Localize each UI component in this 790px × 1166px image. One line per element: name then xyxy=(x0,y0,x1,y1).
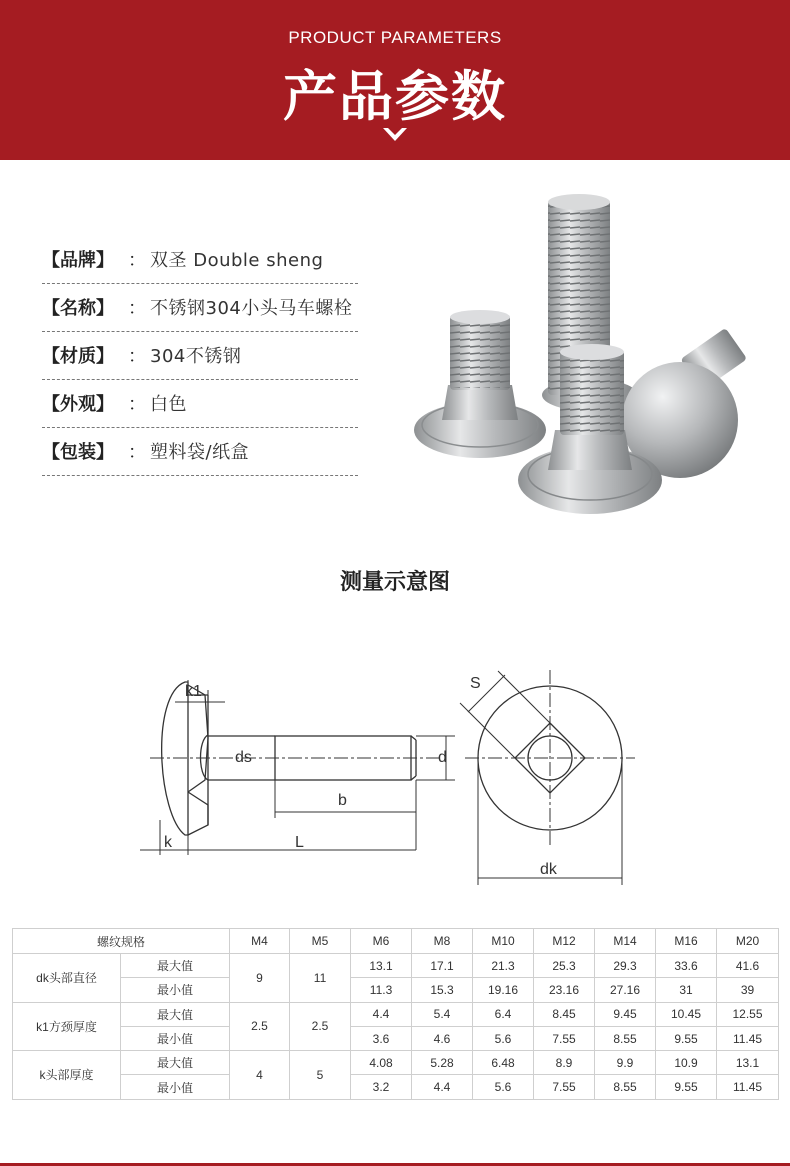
row-label: 最大值 xyxy=(121,954,230,978)
product-photo xyxy=(400,180,760,530)
table-cell: 21.3 xyxy=(473,954,534,978)
table-cell: 7.55 xyxy=(534,1075,595,1099)
table-cell: 9 xyxy=(230,954,290,1003)
table-cell: 39 xyxy=(717,978,779,1002)
table-header-cell: 螺纹规格 xyxy=(13,929,230,954)
chevron-down-icon xyxy=(383,128,407,141)
measurement-diagram xyxy=(130,640,650,890)
table-cell: 29.3 xyxy=(595,954,656,978)
label-k: k xyxy=(164,834,172,851)
table-cell: 4.4 xyxy=(351,1002,412,1026)
table-row xyxy=(13,1026,779,1050)
table-cell: 12.55 xyxy=(717,1002,779,1026)
bolt-neck xyxy=(442,385,518,420)
table-row xyxy=(13,1075,779,1099)
table-cell: 8.55 xyxy=(595,1026,656,1050)
table-cell: 25.3 xyxy=(534,954,595,978)
table-cell: 9.9 xyxy=(595,1051,656,1075)
attribute-row xyxy=(42,428,358,476)
table-cell: 17.1 xyxy=(412,954,473,978)
attribute-colon: ： xyxy=(128,394,146,415)
row-label: 最大值 xyxy=(121,1002,230,1026)
table-cell: 11.45 xyxy=(717,1075,779,1099)
header-subtitle: PRODUCT PARAMETERS xyxy=(288,28,502,47)
row-label: 最大值 xyxy=(121,1051,230,1075)
table-cell: 8.9 xyxy=(534,1051,595,1075)
label-d: d xyxy=(438,749,447,766)
bolt-neck xyxy=(548,430,632,470)
attribute-value: 双圣 Double sheng xyxy=(150,250,324,271)
row-label: 最小值 xyxy=(121,978,230,1002)
table-cell: 7.55 xyxy=(534,1026,595,1050)
table-cell: 31 xyxy=(656,978,717,1002)
label-dk: dk xyxy=(540,861,557,878)
table-cell: 33.6 xyxy=(656,954,717,978)
table-cell: 9.55 xyxy=(656,1075,717,1099)
header-title: 产品参数 xyxy=(283,65,507,128)
table-cell: 4.4 xyxy=(412,1075,473,1099)
table-header-cell: M20 xyxy=(717,929,779,954)
row-label: 最小值 xyxy=(121,1026,230,1050)
diagram-title: 测量示意图 xyxy=(339,570,450,595)
table-cell: 11.45 xyxy=(717,1026,779,1050)
table-cell: 5.4 xyxy=(412,1002,473,1026)
attribute-list xyxy=(42,236,358,476)
table-cell: 5.6 xyxy=(473,1026,534,1050)
attribute-row xyxy=(42,380,358,428)
table-cell: 9.45 xyxy=(595,1002,656,1026)
table-cell: 4 xyxy=(230,1051,290,1100)
param-name: k1方颈厚度 xyxy=(13,1002,121,1051)
attribute-row xyxy=(42,284,358,332)
table-row xyxy=(13,954,779,978)
attribute-label: 【外观】 xyxy=(42,394,114,415)
attribute-colon: ： xyxy=(128,298,146,319)
table-cell: 3.6 xyxy=(351,1026,412,1050)
table-header-cell: M12 xyxy=(534,929,595,954)
label-b: b xyxy=(338,792,347,809)
table-cell: 11 xyxy=(290,954,351,1003)
bolt-thread xyxy=(560,356,624,434)
attribute-value: 白色 xyxy=(150,394,187,415)
table-cell: 6.48 xyxy=(473,1051,534,1075)
table-header-row xyxy=(13,929,779,954)
attribute-row xyxy=(42,236,358,284)
table-cell: 6.4 xyxy=(473,1002,534,1026)
table-row xyxy=(13,978,779,1002)
param-name: k头部厚度 xyxy=(13,1051,121,1100)
table-cell: 2.5 xyxy=(290,1002,351,1051)
table-header-cell: M4 xyxy=(230,929,290,954)
table-cell: 5.28 xyxy=(412,1051,473,1075)
label-k1: k1 xyxy=(185,683,202,700)
table-header-cell: M5 xyxy=(290,929,351,954)
table-cell: 5.6 xyxy=(473,1075,534,1099)
table-cell: 27.16 xyxy=(595,978,656,1002)
table-cell: 8.45 xyxy=(534,1002,595,1026)
table-cell: 4.08 xyxy=(351,1051,412,1075)
attribute-value: 不锈钢304小头马车螺栓 xyxy=(150,298,353,319)
param-name: dk头部直径 xyxy=(13,954,121,1003)
label-L: L xyxy=(295,834,304,851)
table-cell: 5 xyxy=(290,1051,351,1100)
table-cell: 13.1 xyxy=(351,954,412,978)
table-cell: 23.16 xyxy=(534,978,595,1002)
label-ds: ds xyxy=(235,749,252,766)
attribute-row xyxy=(42,332,358,380)
attribute-colon: ： xyxy=(128,442,146,463)
table-header-cell: M6 xyxy=(351,929,412,954)
attribute-label: 【包装】 xyxy=(42,442,114,463)
table-row xyxy=(13,1051,779,1075)
spec-table xyxy=(12,928,779,1100)
table-cell: 41.6 xyxy=(717,954,779,978)
attribute-value: 304不锈钢 xyxy=(150,346,242,367)
attribute-label: 【品牌】 xyxy=(42,250,114,271)
table-row xyxy=(13,1002,779,1026)
table-cell: 13.1 xyxy=(717,1051,779,1075)
label-S: S xyxy=(470,675,481,692)
table-cell: 10.9 xyxy=(656,1051,717,1075)
table-cell: 19.16 xyxy=(473,978,534,1002)
table-cell: 11.3 xyxy=(351,978,412,1002)
table-cell: 4.6 xyxy=(412,1026,473,1050)
bolt-thread xyxy=(450,320,510,388)
table-header-cell: M8 xyxy=(412,929,473,954)
table-cell: 15.3 xyxy=(412,978,473,1002)
attribute-colon: ： xyxy=(128,346,146,367)
table-cell: 8.55 xyxy=(595,1075,656,1099)
attribute-label: 【材质】 xyxy=(42,346,114,367)
attribute-label: 【名称】 xyxy=(42,298,114,319)
table-cell: 3.2 xyxy=(351,1075,412,1099)
table-cell: 10.45 xyxy=(656,1002,717,1026)
row-label: 最小值 xyxy=(121,1075,230,1099)
table-cell: 2.5 xyxy=(230,1002,290,1051)
attribute-value: 塑料袋/纸盒 xyxy=(150,442,250,463)
table-header-cell: M10 xyxy=(473,929,534,954)
table-header-cell: M14 xyxy=(595,929,656,954)
table-header-cell: M16 xyxy=(656,929,717,954)
table-cell: 9.55 xyxy=(656,1026,717,1050)
header-banner xyxy=(0,0,790,160)
attribute-colon: ： xyxy=(128,250,146,271)
